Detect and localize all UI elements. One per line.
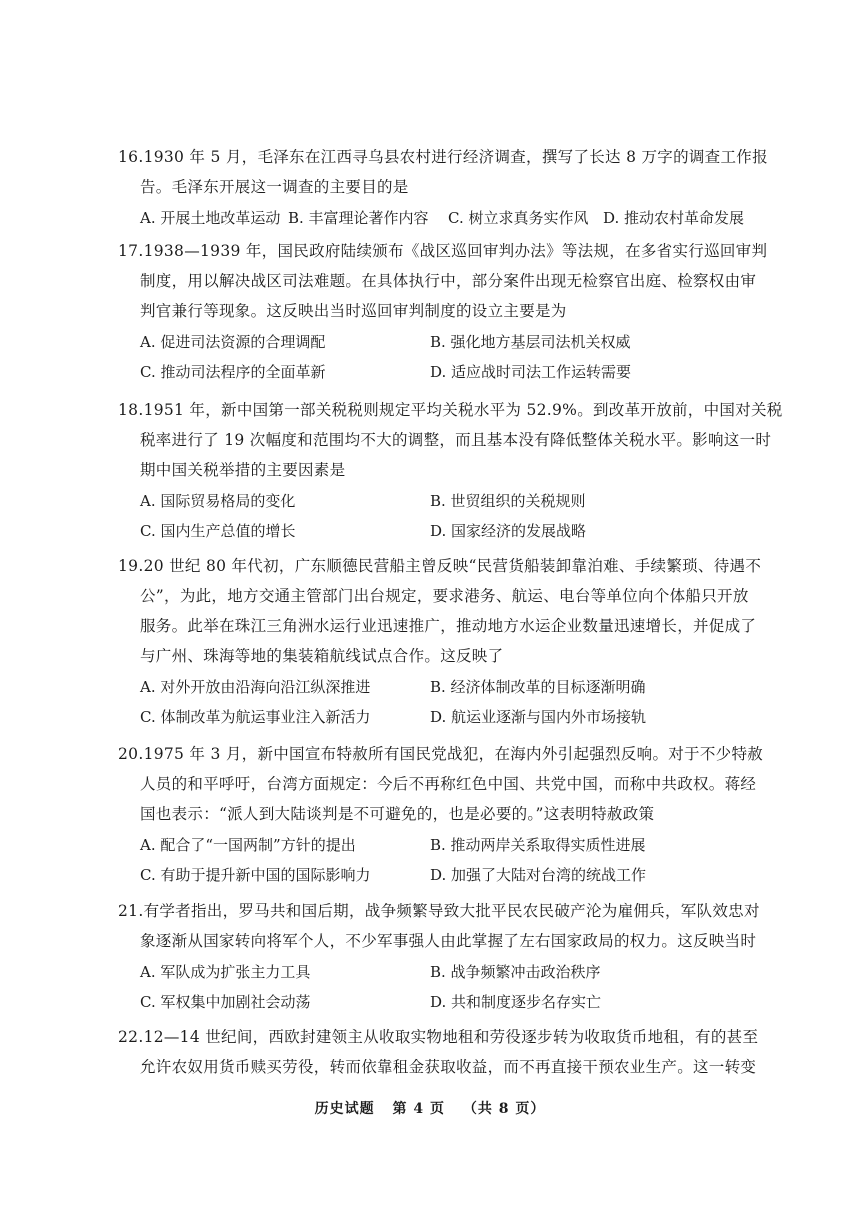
question-18 [118, 400, 788, 540]
question-20 [118, 744, 788, 884]
question-22 [118, 1027, 788, 1077]
option-d: D. 加强了大陆对台湾的统战工作 [430, 866, 647, 884]
question-line: 允许农奴用货币赎买劳役，转而依靠租金获取收益，而不再直接干预农业生产。这一转变 [140, 1058, 757, 1076]
question-line: 20.1975 年 3 月，新中国宣布特赦所有国民党战犯，在海内外引起强烈反响。对于不少特赦 [118, 745, 764, 763]
option-b: B. 强化地方基层司法机关权威 [430, 333, 631, 351]
option-a: A. 配合了“一国两制”方针的提出 [140, 836, 356, 854]
question-line: 公”，为此，地方交通主管部门出台规定，要求港务、航运、电台等单位向个体船只开放 [140, 587, 749, 605]
page-footer [0, 1098, 860, 1118]
option-c: C. 树立求真务实作风 [448, 209, 589, 227]
option-c: C. 有助于提升新中国的国际影响力 [140, 866, 371, 884]
option-d: D. 航运业逐渐与国内外市场接轨 [430, 708, 647, 726]
option-b: B. 经济体制改革的目标逐渐明确 [430, 678, 646, 696]
question-21 [118, 901, 788, 1011]
option-a: A. 促进司法资源的合理调配 [140, 333, 326, 351]
question-line: 期中国关税举措的主要因素是 [140, 461, 346, 479]
option-d: D. 推动农村革命发展 [603, 209, 745, 227]
options-row [118, 961, 788, 981]
option-d: D. 适应战时司法工作运转需要 [430, 363, 632, 381]
question-line: 告。毛泽东开展这一调查的主要目的是 [140, 178, 409, 196]
options-row [118, 864, 788, 884]
options-row [118, 676, 788, 696]
question-line: 21.有学者指出，罗马共和国后期，战争频繁导致大批平民农民破产沦为雇佣兵，军队效忠对 [118, 902, 760, 920]
option-b: B. 战争频繁冲击政治秩序 [430, 963, 601, 981]
options-row [118, 207, 788, 227]
question-line: 17.1938—1939 年，国民政府陆续颁布《战区巡回审判办法》等法规，在多省实行巡回审判 [118, 242, 768, 260]
question-line: 16.1930 年 5 月，毛泽东在江西寻乌县农村进行经济调查，撰写了长达 8 万字的调查工作报 [118, 148, 768, 166]
option-c: C. 军权集中加剧社会动荡 [140, 993, 311, 1011]
question-line: 国也表示：“派人到大陆谈判是不可避免的，也是必要的。”这表明特赦政策 [140, 805, 655, 823]
question-line: 服务。此举在珠江三角洲水运行业迅速推广，推动地方水运企业数量迅速增长，并促成了 [140, 617, 757, 635]
question-19 [118, 556, 788, 726]
question-line: 判官兼行等现象。这反映出当时巡回审判制度的设立主要是为 [140, 302, 567, 320]
footer-total-pages: （共 8 页） [462, 1101, 546, 1117]
options-row [118, 361, 788, 381]
option-a: A. 国际贸易格局的变化 [140, 492, 296, 510]
option-b: B. 丰富理论著作内容 [288, 209, 429, 227]
question-line: 税率进行了 19 次幅度和范围均不大的调整，而且基本没有降低整体关税水平。影响这一时 [140, 431, 772, 449]
options-row [118, 834, 788, 854]
options-row [118, 331, 788, 351]
option-c: C. 推动司法程序的全面革新 [140, 363, 326, 381]
footer-subject: 历史试题 [314, 1101, 375, 1117]
option-c: C. 体制改革为航运事业注入新活力 [140, 708, 371, 726]
option-b: B. 世贸组织的关税规则 [430, 492, 586, 510]
options-row [118, 520, 788, 540]
question-line: 18.1951 年，新中国第一部关税税则规定平均关税水平为 52.9%。到改革开放前，中国对关税 [118, 401, 783, 419]
option-a: A. 军队成为扩张主力工具 [140, 963, 311, 981]
option-d: D. 共和制度逐步名存实亡 [430, 993, 602, 1011]
option-b: B. 推动两岸关系取得实质性进展 [430, 836, 646, 854]
question-line: 象逐渐从国家转向将军个人，不少军事强人由此掌握了左右国家政局的权力。这反映当时 [140, 932, 757, 950]
question-line: 制度，用以解决战区司法难题。在具体执行中，部分案件出现无检察官出庭、检察权由审 [140, 272, 757, 290]
options-row [118, 490, 788, 510]
question-line: 人员的和平呼吁，台湾方面规定：今后不再称红色中国、共党中国，而称中共政权。蒋经 [140, 775, 757, 793]
option-d: D. 国家经济的发展战略 [430, 522, 587, 540]
footer-page-number: 第 4 页 [392, 1101, 445, 1117]
option-a: A. 对外开放由沿海向沿江纵深推进 [140, 678, 371, 696]
question-line: 19.20 世纪 80 年代初，广东顺德民营船主曾反映“民营货船装卸靠泊难、手续繁琐、待遇不 [118, 557, 762, 575]
option-a: A. 开展土地改革运动 [140, 209, 281, 227]
question-line: 22.12—14 世纪间，西欧封建领主从收取实物地租和劳役逐步转为收取货币地租，有的甚至 [118, 1028, 759, 1046]
question-17 [118, 241, 788, 381]
question-16 [118, 147, 788, 227]
options-row [118, 991, 788, 1011]
option-c: C. 国内生产总值的增长 [140, 522, 296, 540]
question-line: 与广州、珠海等地的集装箱航线试点合作。这反映了 [140, 647, 504, 665]
options-row [118, 706, 788, 726]
